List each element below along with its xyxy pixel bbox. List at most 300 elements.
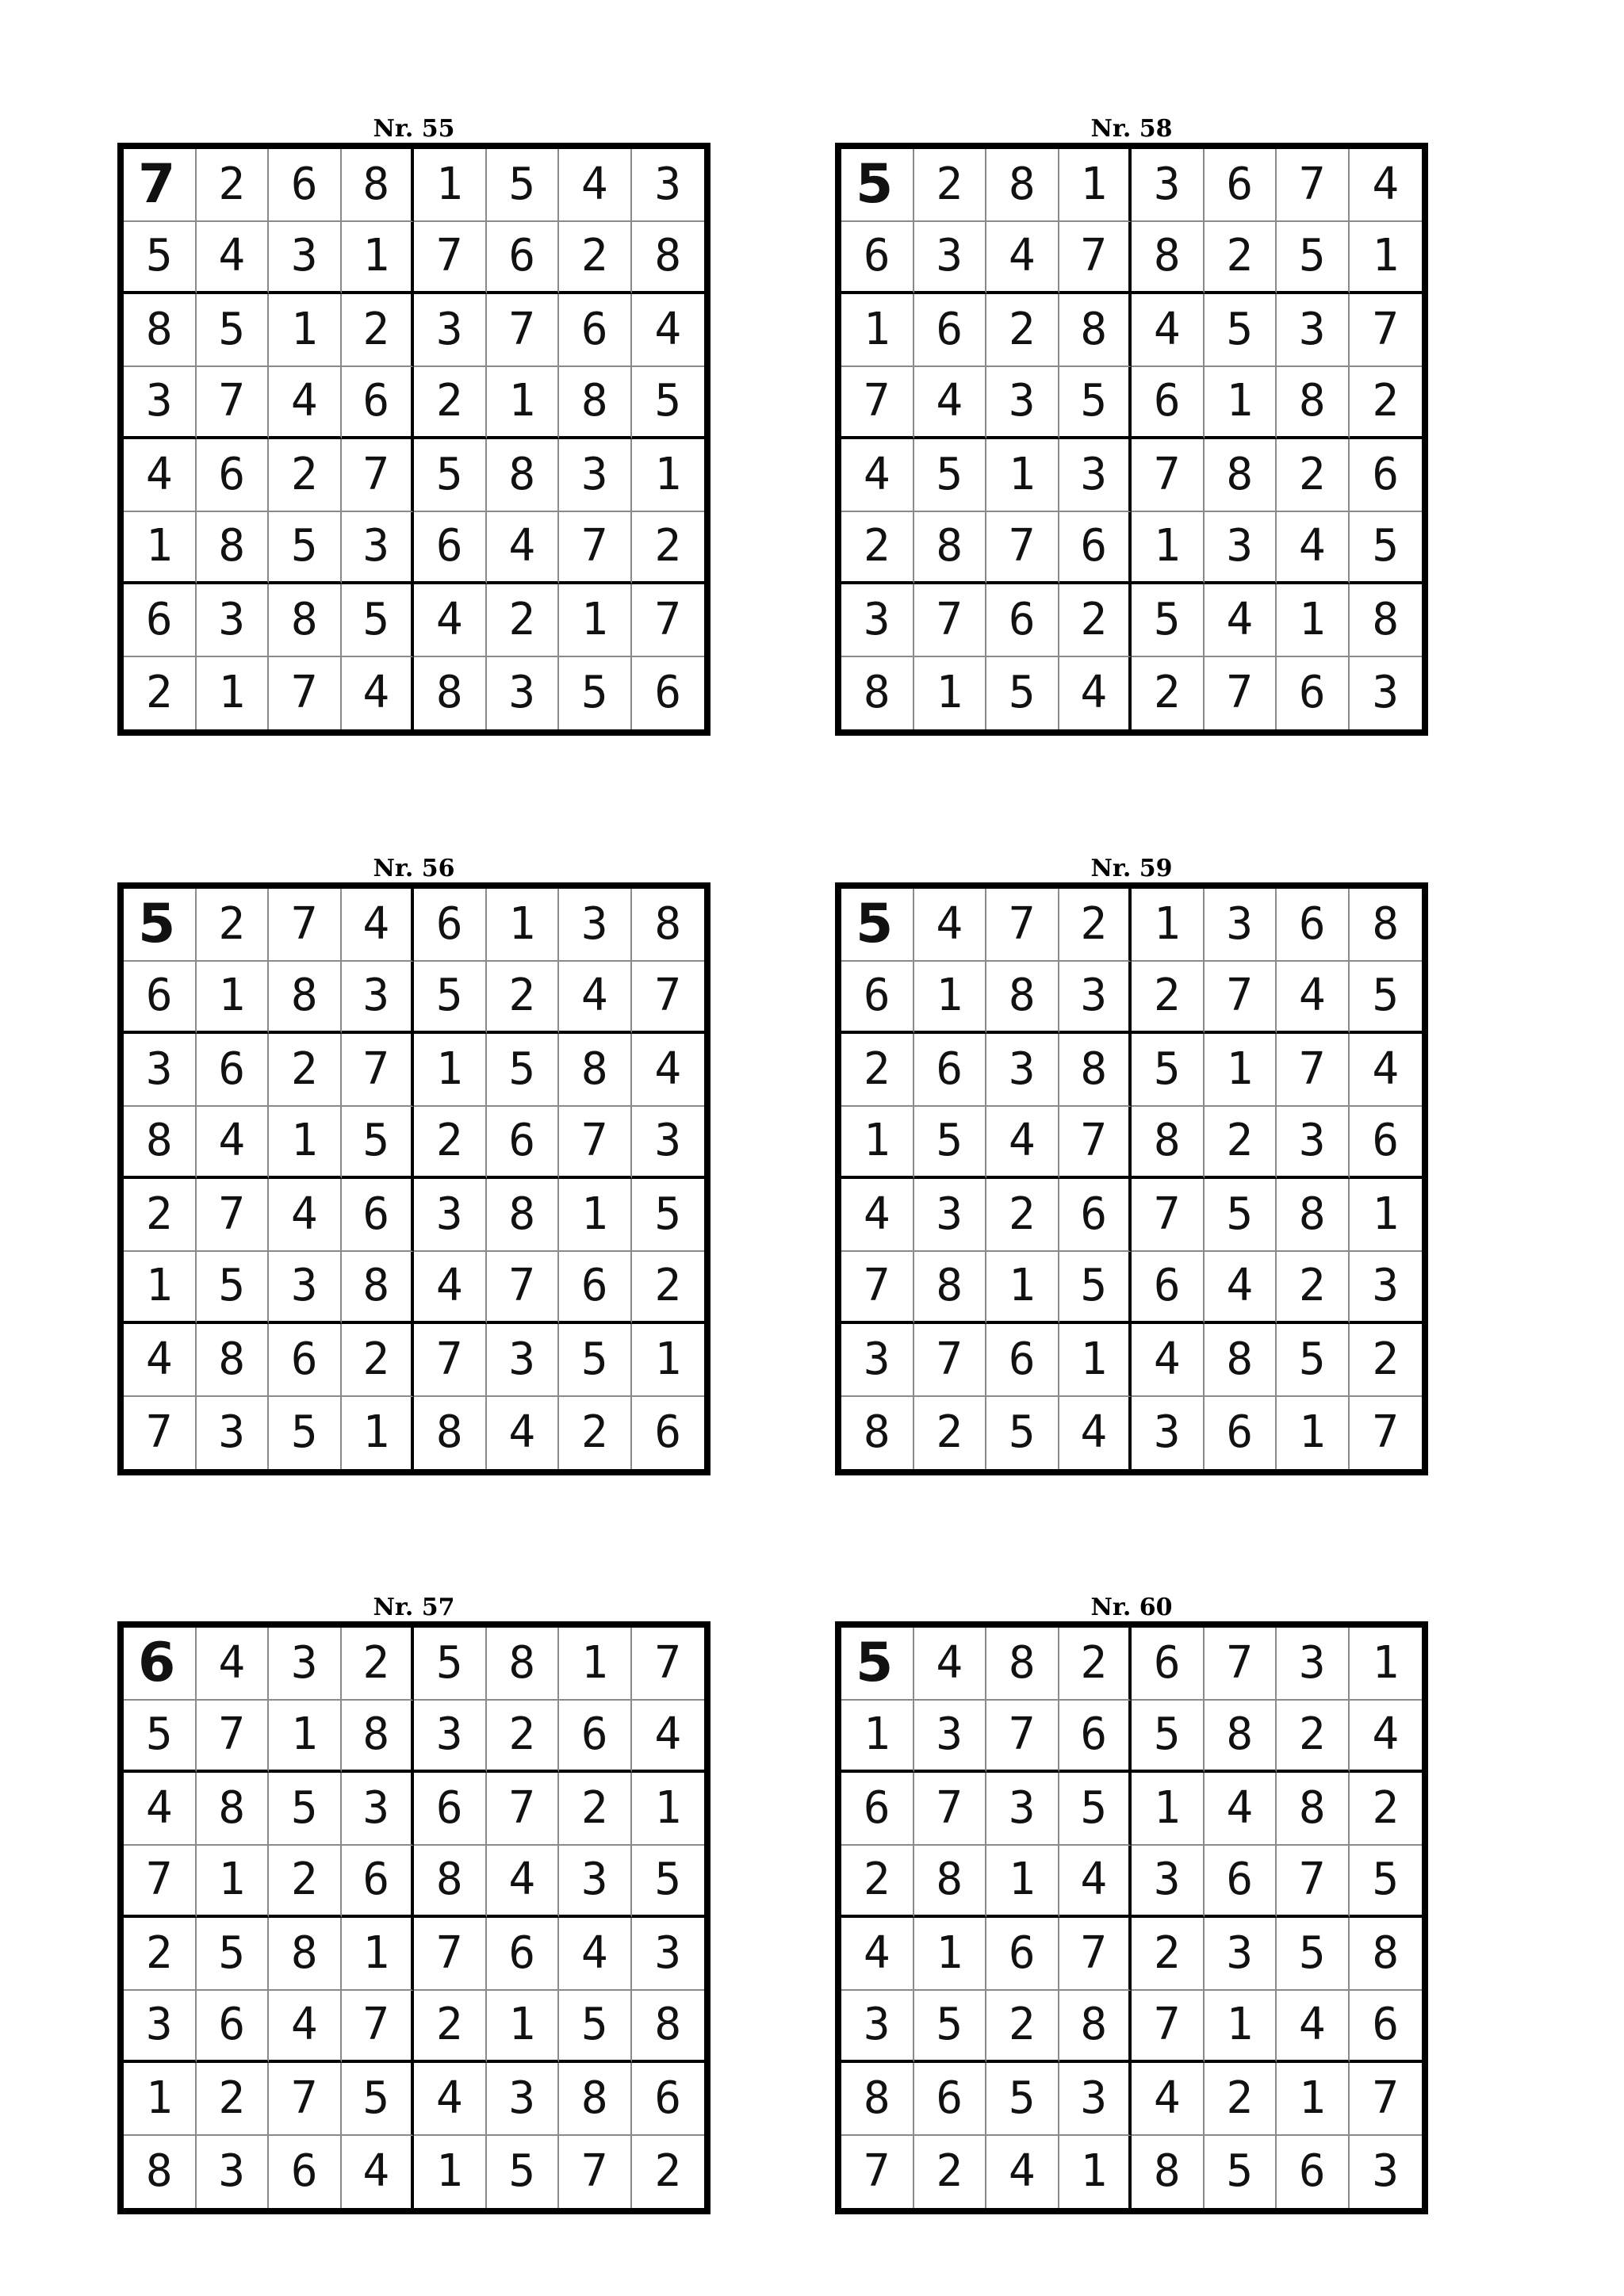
grid-cell: 7 bbox=[342, 439, 415, 512]
grid-cell: 7 bbox=[1132, 1179, 1205, 1252]
grid-cell: 3 bbox=[1059, 2063, 1132, 2136]
grid-cell: 6 bbox=[197, 439, 270, 512]
grid-cell: 7 bbox=[559, 512, 632, 585]
grid-cell: 3 bbox=[124, 367, 197, 440]
grid-cell: 7 bbox=[559, 2136, 632, 2209]
grid-cell: 1 bbox=[124, 1252, 197, 1325]
grid-cell: 1 bbox=[414, 149, 487, 222]
grid-cell: 6 bbox=[559, 1701, 632, 1774]
grid-cell: 3 bbox=[414, 1179, 487, 1252]
grid-cell: 8 bbox=[1277, 367, 1350, 440]
grid-cell: 1 bbox=[841, 294, 914, 367]
grid-cell: 4 bbox=[197, 1628, 270, 1701]
grid-cell: 1 bbox=[342, 1918, 415, 1991]
grid-cell: 4 bbox=[414, 1252, 487, 1325]
grid-cell: 4 bbox=[632, 294, 705, 367]
grid-cell: 6 bbox=[841, 962, 914, 1035]
grid-cell: 6 bbox=[124, 584, 197, 657]
grid-cell: 3 bbox=[632, 149, 705, 222]
grid-cell: 1 bbox=[1205, 1991, 1277, 2064]
grid-cell: 3 bbox=[487, 2063, 560, 2136]
grid-cell: 5 bbox=[342, 1107, 415, 1180]
grid-cell: 4 bbox=[632, 1701, 705, 1774]
grid-cell: 3 bbox=[414, 294, 487, 367]
grid-cell: 3 bbox=[487, 657, 560, 730]
grid-cell: 6 bbox=[841, 1773, 914, 1846]
grid-cell: 8 bbox=[841, 1397, 914, 1470]
grid-cell: 7 bbox=[1277, 1846, 1350, 1919]
grid-cell: 4 bbox=[342, 889, 415, 962]
grid-cell: 2 bbox=[269, 1846, 342, 1919]
grid-cell: 3 bbox=[632, 1107, 705, 1180]
puzzle-title: Nr. 58 bbox=[1090, 115, 1173, 143]
grid-cell: 5 bbox=[487, 1034, 560, 1107]
grid-cell: 1 bbox=[1277, 2063, 1350, 2136]
grid-cell: 1 bbox=[1132, 889, 1205, 962]
grid-cell: 2 bbox=[487, 1701, 560, 1774]
grid-cell: 6 bbox=[1350, 439, 1423, 512]
puzzle-title: Nr. 55 bbox=[373, 115, 455, 143]
grid-cell: 4 bbox=[342, 2136, 415, 2209]
grid-cell: 3 bbox=[197, 2136, 270, 2209]
grid-cell: 6 bbox=[1132, 1628, 1205, 1701]
grid-cell: 6 bbox=[197, 1034, 270, 1107]
grid-cell: 3 bbox=[632, 1918, 705, 1991]
grid-cell: 7 bbox=[914, 1773, 987, 1846]
grid-cell: 6 bbox=[1205, 149, 1277, 222]
grid-cell: 7 bbox=[914, 1324, 987, 1397]
grid-cell: 4 bbox=[1277, 1991, 1350, 2064]
grid-cell: 8 bbox=[632, 222, 705, 295]
grid-cell: 7 bbox=[1350, 294, 1423, 367]
grid-cell: 3 bbox=[914, 1701, 987, 1774]
grid-cell: 2 bbox=[1277, 439, 1350, 512]
given-digit-cell: 7 bbox=[124, 149, 197, 222]
grid-cell: 4 bbox=[1059, 1846, 1132, 1919]
grid-cell: 3 bbox=[559, 439, 632, 512]
grid-cell: 1 bbox=[632, 1773, 705, 1846]
grid-cell: 7 bbox=[342, 1034, 415, 1107]
grid-cell: 2 bbox=[986, 294, 1059, 367]
grid-cell: 8 bbox=[342, 149, 415, 222]
grid-cell: 4 bbox=[414, 2063, 487, 2136]
grid-cell: 5 bbox=[986, 2063, 1059, 2136]
grid-cell: 3 bbox=[986, 367, 1059, 440]
given-digit-cell: 5 bbox=[124, 889, 197, 962]
grid-cell: 3 bbox=[559, 1846, 632, 1919]
grid-cell: 8 bbox=[487, 1179, 560, 1252]
grid-cell: 3 bbox=[342, 1773, 415, 1846]
grid-cell: 5 bbox=[269, 1773, 342, 1846]
grid-cell: 4 bbox=[124, 1324, 197, 1397]
grid-cell: 6 bbox=[414, 1773, 487, 1846]
grid-cell: 2 bbox=[1059, 889, 1132, 962]
grid-cell: 4 bbox=[559, 1918, 632, 1991]
grid-cell: 1 bbox=[124, 2063, 197, 2136]
grid-cell: 4 bbox=[1277, 512, 1350, 585]
grid-cell: 8 bbox=[342, 1252, 415, 1325]
grid-cell: 4 bbox=[124, 439, 197, 512]
grid-cell: 6 bbox=[986, 1918, 1059, 1991]
grid-cell: 2 bbox=[914, 2136, 987, 2209]
grid-cell: 8 bbox=[986, 1628, 1059, 1701]
grid-cell: 5 bbox=[632, 1179, 705, 1252]
grid-cell: 8 bbox=[1059, 294, 1132, 367]
grid-cell: 8 bbox=[841, 657, 914, 730]
grid-cell: 4 bbox=[269, 1991, 342, 2064]
grid-cell: 4 bbox=[1132, 2063, 1205, 2136]
grid-cell: 7 bbox=[1059, 222, 1132, 295]
grid-cell: 8 bbox=[124, 2136, 197, 2209]
grid-cell: 8 bbox=[1059, 1034, 1132, 1107]
grid-cell: 4 bbox=[1205, 584, 1277, 657]
grid-cell: 4 bbox=[1350, 149, 1423, 222]
grid-cell: 1 bbox=[1350, 1628, 1423, 1701]
grid-cell: 4 bbox=[1132, 1324, 1205, 1397]
grid-cell: 1 bbox=[1059, 2136, 1132, 2209]
given-digit-cell: 5 bbox=[841, 1628, 914, 1701]
grid-cell: 2 bbox=[632, 1252, 705, 1325]
grid-cell: 8 bbox=[986, 962, 1059, 1035]
grid-cell: 2 bbox=[559, 1397, 632, 1470]
grid-cell: 2 bbox=[197, 2063, 270, 2136]
grid-cell: 4 bbox=[487, 1846, 560, 1919]
grid-cell: 3 bbox=[124, 1991, 197, 2064]
grid-cell: 5 bbox=[632, 367, 705, 440]
grid-cell: 7 bbox=[841, 367, 914, 440]
grid-cell: 3 bbox=[197, 584, 270, 657]
grid-cell: 1 bbox=[414, 2136, 487, 2209]
grid-cell: 8 bbox=[559, 1034, 632, 1107]
sudoku-grid bbox=[117, 882, 710, 1475]
grid-cell: 2 bbox=[1205, 2063, 1277, 2136]
grid-cell: 5 bbox=[269, 1397, 342, 1470]
grid-cell: 1 bbox=[342, 1397, 415, 1470]
grid-cell: 1 bbox=[986, 1846, 1059, 1919]
grid-cell: 7 bbox=[487, 1773, 560, 1846]
puzzle-title: Nr. 60 bbox=[1090, 1594, 1173, 1621]
grid-cell: 6 bbox=[841, 222, 914, 295]
grid-cell: 6 bbox=[1205, 1846, 1277, 1919]
grid-cell: 4 bbox=[841, 1179, 914, 1252]
grid-cell: 7 bbox=[1350, 2063, 1423, 2136]
grid-cell: 4 bbox=[1205, 1773, 1277, 1846]
grid-cell: 2 bbox=[841, 1846, 914, 1919]
grid-cell: 6 bbox=[654, 1406, 682, 1459]
grid-cell: 8 bbox=[487, 1628, 560, 1701]
grid-cell: 1 bbox=[986, 1252, 1059, 1325]
grid-cell: 8 bbox=[414, 1846, 487, 1919]
grid-cell: 4 bbox=[1205, 1252, 1277, 1325]
grid-cell: 1 bbox=[1205, 367, 1277, 440]
grid-cell: 2 bbox=[197, 149, 270, 222]
grid-cell: 1 bbox=[1277, 1397, 1350, 1470]
grid-cell: 8 bbox=[414, 657, 487, 730]
grid-cell: 6 bbox=[414, 512, 487, 585]
grid-cell: 3 bbox=[841, 1991, 914, 2064]
grid-cell: 2 bbox=[841, 512, 914, 585]
grid-cell: 5 bbox=[197, 1918, 270, 1991]
grid-cell: 7 bbox=[414, 1324, 487, 1397]
grid-cell: 2 bbox=[914, 1397, 987, 1470]
grid-cell: 7 bbox=[914, 584, 987, 657]
grid-cell: 8 bbox=[1350, 889, 1423, 962]
grid-cell: 4 bbox=[1350, 1701, 1423, 1774]
grid-cell: 7 bbox=[197, 367, 270, 440]
grid-cell: 1 bbox=[197, 1846, 270, 1919]
grid-cell: 6 bbox=[1059, 512, 1132, 585]
grid-cell: 2 bbox=[986, 1991, 1059, 2064]
grid-cell: 2 bbox=[914, 149, 987, 222]
grid-cell: 2 bbox=[414, 1107, 487, 1180]
grid-cell: 2 bbox=[124, 1918, 197, 1991]
grid-cell: 1 bbox=[1350, 1179, 1423, 1252]
grid-cell: 3 bbox=[841, 1324, 914, 1397]
grid-cell: 1 bbox=[197, 962, 270, 1035]
grid-cell: 8 bbox=[914, 1846, 987, 1919]
grid-cell: 6 bbox=[1350, 1991, 1423, 2064]
grid-cell: 6 bbox=[197, 1991, 270, 2064]
grid-cell: 5 bbox=[559, 657, 632, 730]
grid-cell: 1 bbox=[1132, 1773, 1205, 1846]
grid-cell: 4 bbox=[487, 1397, 560, 1470]
grid-cell: 5 bbox=[487, 149, 560, 222]
grid-cell: 3 bbox=[1132, 1846, 1205, 1919]
grid-cell: 4 bbox=[559, 149, 632, 222]
grid-cell: 3 bbox=[986, 1773, 1059, 1846]
grid-cell: 5 bbox=[1350, 1846, 1423, 1919]
grid-cell: 1 bbox=[269, 1107, 342, 1180]
grid-cell: 2 bbox=[487, 584, 560, 657]
grid-cell: 1 bbox=[487, 1991, 560, 2064]
grid-cell: 7 bbox=[841, 2136, 914, 2209]
grid-cell: 5 bbox=[914, 1107, 987, 1180]
grid-cell: 3 bbox=[1205, 1918, 1277, 1991]
sudoku-grid bbox=[835, 882, 1428, 1475]
grid-cell: 1 bbox=[559, 1628, 632, 1701]
grid-cell: 7 bbox=[124, 1846, 197, 1919]
grid-cell: 2 bbox=[1059, 584, 1132, 657]
grid-cell: 6 bbox=[342, 1179, 415, 1252]
grid-cell: 5 bbox=[1205, 2136, 1277, 2209]
grid-cell: 8 bbox=[269, 584, 342, 657]
grid-cell: 1 bbox=[1059, 149, 1132, 222]
grid-cell: 1 bbox=[914, 962, 987, 1035]
grid-cell: 1 bbox=[269, 1701, 342, 1774]
grid-cell: 5 bbox=[1277, 1918, 1350, 1991]
grid-cell: 3 bbox=[269, 222, 342, 295]
grid-cell: 2 bbox=[1350, 1773, 1423, 1846]
grid-cell: 4 bbox=[197, 222, 270, 295]
grid-cell: 5 bbox=[986, 1397, 1059, 1470]
grid-cell: 8 bbox=[1132, 1107, 1205, 1180]
grid-cell: 1 bbox=[1350, 222, 1423, 295]
grid-cell: 8 bbox=[841, 2063, 914, 2136]
puzzle-title: Nr. 59 bbox=[1090, 855, 1173, 882]
grid-cell: 6 bbox=[1059, 1179, 1132, 1252]
grid-cell: 7 bbox=[197, 1179, 270, 1252]
grid-cell: 4 bbox=[841, 439, 914, 512]
grid-cell: 4 bbox=[914, 367, 987, 440]
grid-cell: 5 bbox=[342, 2063, 415, 2136]
grid-cell: 5 bbox=[632, 1846, 705, 1919]
grid-cell: 6 bbox=[1277, 889, 1350, 962]
grid-cell: 6 bbox=[342, 367, 415, 440]
grid-cell: 8 bbox=[1277, 1773, 1350, 1846]
grid-cell: 8 bbox=[986, 149, 1059, 222]
grid-cell: 8 bbox=[1350, 584, 1423, 657]
grid-cell: 3 bbox=[914, 1179, 987, 1252]
grid-cell: 3 bbox=[1277, 1628, 1350, 1701]
grid-cell: 3 bbox=[1059, 439, 1132, 512]
grid-cell: 1 bbox=[632, 1324, 705, 1397]
grid-cell: 3 bbox=[841, 584, 914, 657]
grid-cell: 2 bbox=[632, 512, 705, 585]
grid-cell: 3 bbox=[1277, 1107, 1350, 1180]
grid-cell: 6 bbox=[632, 2063, 705, 2136]
given-digit-cell: 5 bbox=[841, 889, 914, 962]
grid-cell: 8 bbox=[197, 1324, 270, 1397]
sudoku-grid bbox=[835, 1621, 1428, 2214]
grid-cell: 5 bbox=[197, 294, 270, 367]
grid-cell: 5 bbox=[414, 439, 487, 512]
grid-cell: 1 bbox=[414, 1034, 487, 1107]
grid-cell: 2 bbox=[342, 294, 415, 367]
grid-cell: 4 bbox=[1059, 657, 1132, 730]
grid-cell: 5 bbox=[1205, 294, 1277, 367]
grid-cell: 2 bbox=[269, 439, 342, 512]
grid-cell: 1 bbox=[487, 367, 560, 440]
puzzle-title: Nr. 57 bbox=[373, 1594, 455, 1621]
grid-cell: 7 bbox=[414, 1918, 487, 1991]
grid-cell: 8 bbox=[1132, 222, 1205, 295]
grid-cell: 5 bbox=[1350, 512, 1423, 585]
grid-cell: 8 bbox=[632, 1991, 705, 2064]
grid-cell: 1 bbox=[197, 657, 270, 730]
grid-cell: 4 bbox=[487, 512, 560, 585]
grid-cell: 5 bbox=[269, 512, 342, 585]
grid-cell: 6 bbox=[559, 294, 632, 367]
grid-cell: 3 bbox=[269, 1628, 342, 1701]
grid-cell: 6 bbox=[986, 1324, 1059, 1397]
grid-cell: 6 bbox=[269, 1324, 342, 1397]
grid-cell: 2 bbox=[841, 1034, 914, 1107]
grid-cell: 8 bbox=[1350, 1918, 1423, 1991]
grid-cell: 7 bbox=[1277, 1034, 1350, 1107]
grid-cell: 7 bbox=[986, 512, 1059, 585]
grid-cell: 3 bbox=[1059, 962, 1132, 1035]
grid-cell: 5 bbox=[1132, 1034, 1205, 1107]
grid-cell: 3 bbox=[124, 1034, 197, 1107]
grid-cell: 8 bbox=[269, 1918, 342, 1991]
grid-cell: 7 bbox=[342, 1991, 415, 2064]
grid-cell: 4 bbox=[414, 584, 487, 657]
grid-cell: 2 bbox=[559, 222, 632, 295]
grid-cell: 7 bbox=[1059, 1107, 1132, 1180]
grid-cell: 2 bbox=[124, 1179, 197, 1252]
grid-cell: 6 bbox=[487, 1107, 560, 1180]
grid-cell: 8 bbox=[487, 439, 560, 512]
grid-cell: 6 bbox=[1277, 657, 1350, 730]
grid-cell: 5 bbox=[559, 1991, 632, 2064]
grid-cell: 3 bbox=[914, 222, 987, 295]
grid-cell: 4 bbox=[914, 889, 987, 962]
grid-cell: 5 bbox=[414, 962, 487, 1035]
grid-cell: 1 bbox=[559, 584, 632, 657]
grid-cell: 5 bbox=[197, 1252, 270, 1325]
grid-cell: 2 bbox=[1277, 1252, 1350, 1325]
grid-cell: 8 bbox=[197, 1773, 270, 1846]
grid-cell: 5 bbox=[124, 222, 197, 295]
grid-cell: 3 bbox=[414, 1701, 487, 1774]
grid-cell: 8 bbox=[914, 512, 987, 585]
grid-cell: 1 bbox=[1059, 1324, 1132, 1397]
grid-cell: 2 bbox=[342, 1324, 415, 1397]
grid-cell: 6 bbox=[269, 2136, 342, 2209]
grid-cell: 5 bbox=[1059, 1773, 1132, 1846]
given-digit-cell: 6 bbox=[124, 1628, 197, 1701]
grid-cell: 6 bbox=[1132, 1252, 1205, 1325]
grid-cell: 5 bbox=[342, 584, 415, 657]
grid-cell: 4 bbox=[914, 1628, 987, 1701]
grid-cell: 5 bbox=[914, 1991, 987, 2064]
grid-cell: 8 bbox=[124, 1107, 197, 1180]
grid-cell: 4 bbox=[841, 1918, 914, 1991]
grid-cell: 2 bbox=[342, 1628, 415, 1701]
grid-cell: 8 bbox=[559, 2063, 632, 2136]
grid-cell: 3 bbox=[197, 1397, 270, 1470]
grid-cell: 7 bbox=[124, 1397, 197, 1470]
grid-cell: 1 bbox=[914, 657, 987, 730]
grid-cell: 6 bbox=[1277, 2136, 1350, 2209]
grid-cell: 8 bbox=[1059, 1991, 1132, 2064]
grid-cell: 1 bbox=[487, 889, 560, 962]
grid-cell: 3 bbox=[1132, 1397, 1205, 1470]
grid-cell: 1 bbox=[1277, 584, 1350, 657]
grid-cell: 5 bbox=[1132, 1701, 1205, 1774]
grid-cell: 7 bbox=[1277, 149, 1350, 222]
grid-cell: 4 bbox=[1059, 1397, 1132, 1470]
grid-cell: 8 bbox=[269, 962, 342, 1035]
grid-cell: 2 bbox=[1277, 1701, 1350, 1774]
grid-cell: 1 bbox=[1132, 512, 1205, 585]
grid-cell: 2 bbox=[1350, 367, 1423, 440]
grid-cell: 8 bbox=[914, 1252, 987, 1325]
grid-cell: 7 bbox=[559, 1107, 632, 1180]
grid-cell: 4 bbox=[1277, 962, 1350, 1035]
grid-cell: 8 bbox=[1205, 1701, 1277, 1774]
grid-cell: 7 bbox=[197, 1701, 270, 1774]
grid-cell: 5 bbox=[124, 1701, 197, 1774]
grid-cell: 5 bbox=[1350, 962, 1423, 1035]
grid-cell: 8 bbox=[342, 1701, 415, 1774]
grid-cell: 2 bbox=[1350, 1324, 1423, 1397]
grid-cell: 7 bbox=[269, 889, 342, 962]
grid-cell: 7 bbox=[269, 2063, 342, 2136]
sudoku-grid bbox=[117, 143, 710, 736]
grid-cell: 5 bbox=[559, 1324, 632, 1397]
grid-cell: 7 bbox=[632, 962, 705, 1035]
grid-cell: 7 bbox=[632, 584, 705, 657]
grid-cell: 8 bbox=[632, 889, 705, 962]
grid-cell: 7 bbox=[986, 889, 1059, 962]
sudoku-grid bbox=[117, 1621, 710, 2214]
grid-cell: 8 bbox=[124, 294, 197, 367]
grid-cell: 6 bbox=[559, 1252, 632, 1325]
grid-cell: 5 bbox=[1059, 1252, 1132, 1325]
grid-cell: 6 bbox=[342, 1846, 415, 1919]
grid-cell: 1 bbox=[986, 439, 1059, 512]
